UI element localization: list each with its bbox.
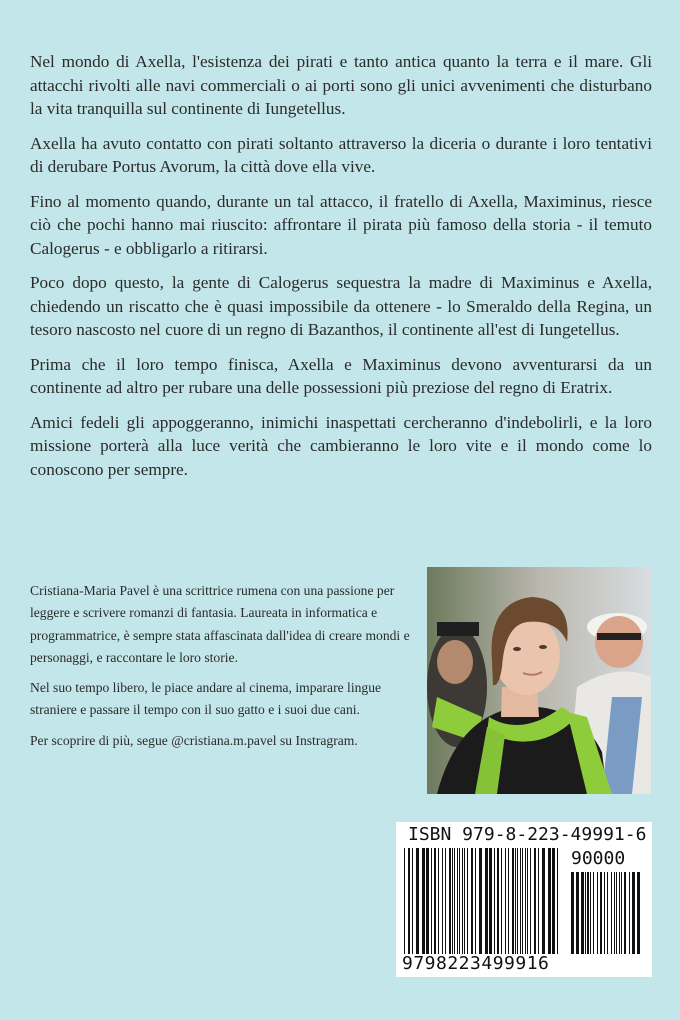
barcode-bar: [534, 848, 536, 954]
blurb-paragraph-5: Prima che il loro tempo finisca, Axella e Maximinus devono avventurarsi da un continente ad altro per rubare una delle possessioni più preziose del regno di Eratrix.: [30, 354, 652, 397]
barcode-bar: [485, 848, 488, 954]
barcode-bar: [624, 872, 626, 954]
barcode-bar: [454, 848, 455, 954]
barcode-bar: [619, 872, 620, 954]
blurb-paragraph-2: Axella ha avuto contatto con pirati soltanto attraverso la diceria o durante i loro tentativi di derubare Portus Avorum, la città dove ella vive.: [30, 133, 652, 176]
barcode-bar: [438, 848, 439, 954]
barcode-bar: [464, 848, 465, 954]
barcode-bar: [611, 872, 612, 954]
barcode-bar: [416, 848, 419, 954]
barcode-bar: [593, 872, 594, 954]
barcode-bar: [449, 848, 451, 954]
barcode-bar: [522, 848, 523, 954]
bio-paragraph-2: Nel suo tempo libero, le piace andare al cinema, imparare lingue straniere e passare il tempo con il suo gatto e i suoi due cani.: [30, 680, 382, 718]
barcode-bar: [408, 848, 410, 954]
barcode-bar: [462, 848, 463, 954]
barcode-bar: [587, 872, 589, 954]
barcode-bar: [590, 872, 591, 954]
barcode-bar: [552, 848, 555, 954]
isbn-label: ISBN 979-8-223-49991-6: [408, 824, 647, 845]
barcode-bar: [604, 872, 605, 954]
author-photo: [427, 567, 651, 794]
barcode-bar: [508, 848, 509, 954]
barcode-bar: [505, 848, 506, 954]
barcode-bar: [422, 848, 425, 954]
barcode-bar: [431, 848, 432, 954]
barcode-bar: [404, 848, 405, 954]
barcode-bar: [412, 848, 413, 954]
barcode-bar: [542, 848, 545, 954]
barcode-bar: [632, 872, 635, 954]
barcode-bar: [576, 872, 579, 954]
blurb-paragraph-1: Nel mondo di Axella, l'esistenza dei pirati e tanto antica quanto la terra e il mare. Gli attacchi rivolti alle navi commerciali o ai porti sono gli unici avvenimenti che disturbano la vita tranquilla sul continente di Iungetellus.: [30, 52, 652, 118]
barcode-bar: [517, 848, 518, 954]
bio-paragraph-1: Cristiana-Maria Pavel è una scrittrice rumena con una passione per leggere e scrivere romanzi di fantasia. Laureata in informatica e programmatrice, è sempre stata affascinata dall'idea di creare mondi e personaggi, e raccontare le loro storie.: [30, 583, 410, 665]
barcode-bar: [459, 848, 460, 954]
barcode-bar: [520, 848, 521, 954]
barcode-bar: [512, 848, 514, 954]
price-code-label: 90000: [571, 848, 626, 869]
barcode-bar: [538, 848, 539, 954]
barcode-bar: [501, 848, 502, 954]
barcode-bar: [457, 848, 458, 954]
barcode-bar: [581, 872, 584, 954]
barcode-bar: [497, 848, 499, 954]
barcode-bar: [621, 872, 622, 954]
barcode-bar: [489, 848, 492, 954]
back-cover-blurb: [30, 50, 652, 492]
bio-paragraph-3: Per scoprire di più, segue @cristiana.m.pavel su Instragram.: [30, 732, 358, 748]
barcode-bar: [557, 848, 558, 954]
barcode-bar: [442, 848, 443, 954]
barcode-bar: [597, 872, 598, 954]
barcode-bar: [629, 872, 630, 954]
barcode-bar: [530, 848, 531, 954]
barcode-bar: [600, 872, 602, 954]
barcode-bar: [527, 848, 528, 954]
ean-number: 9798223499916: [402, 953, 550, 974]
author-photo-illustration: [427, 567, 651, 794]
barcode-bar: [471, 848, 473, 954]
barcode-bar: [434, 848, 436, 954]
barcode-bar: [607, 872, 608, 954]
isbn-barcode: [396, 822, 652, 977]
barcode-bar: [585, 872, 586, 954]
barcode-bar: [571, 872, 574, 954]
author-bio: [30, 580, 412, 760]
barcode-bar: [475, 848, 476, 954]
barcode-bar: [445, 848, 446, 954]
blurb-paragraph-4: Poco dopo questo, la gente di Calogerus sequestra la madre di Maximinus e Axella, chiedendo un riscatto che è quasi impossibile da ottenere - lo Smeraldo della Regina, un tesoro nascosto nel cuore di un regno di Bazanthos, il continente all'est di Iungetellus.: [30, 273, 652, 339]
blurb-paragraph-3: Fino al momento quando, durante un tal attacco, il fratello di Axella, Maximinus, riesce ciò che pochi hanno mai riuscito: affrontare il pirata più famoso della storia - il temuto Calogerus - e obbligarlo a ritirarsi.: [30, 191, 652, 258]
barcode-bar: [614, 872, 615, 954]
barcode-bar: [467, 848, 468, 954]
barcode-bar: [426, 848, 429, 954]
barcode-bar: [637, 872, 640, 954]
barcode-bar: [479, 848, 482, 954]
barcode-bar: [525, 848, 526, 954]
barcode-bar: [548, 848, 551, 954]
barcode-bar: [452, 848, 453, 954]
barcode-bar: [494, 848, 495, 954]
barcode-bar: [616, 872, 617, 954]
barcode-bar: [515, 848, 516, 954]
blurb-paragraph-6: Amici fedeli gli appoggeranno, inimichi inaspettati cercheranno d'indebolirli, e la loro missione porterà alla luce verità che cambieranno le loro vite e il mondo come lo conoscono per sempre.: [30, 412, 652, 479]
